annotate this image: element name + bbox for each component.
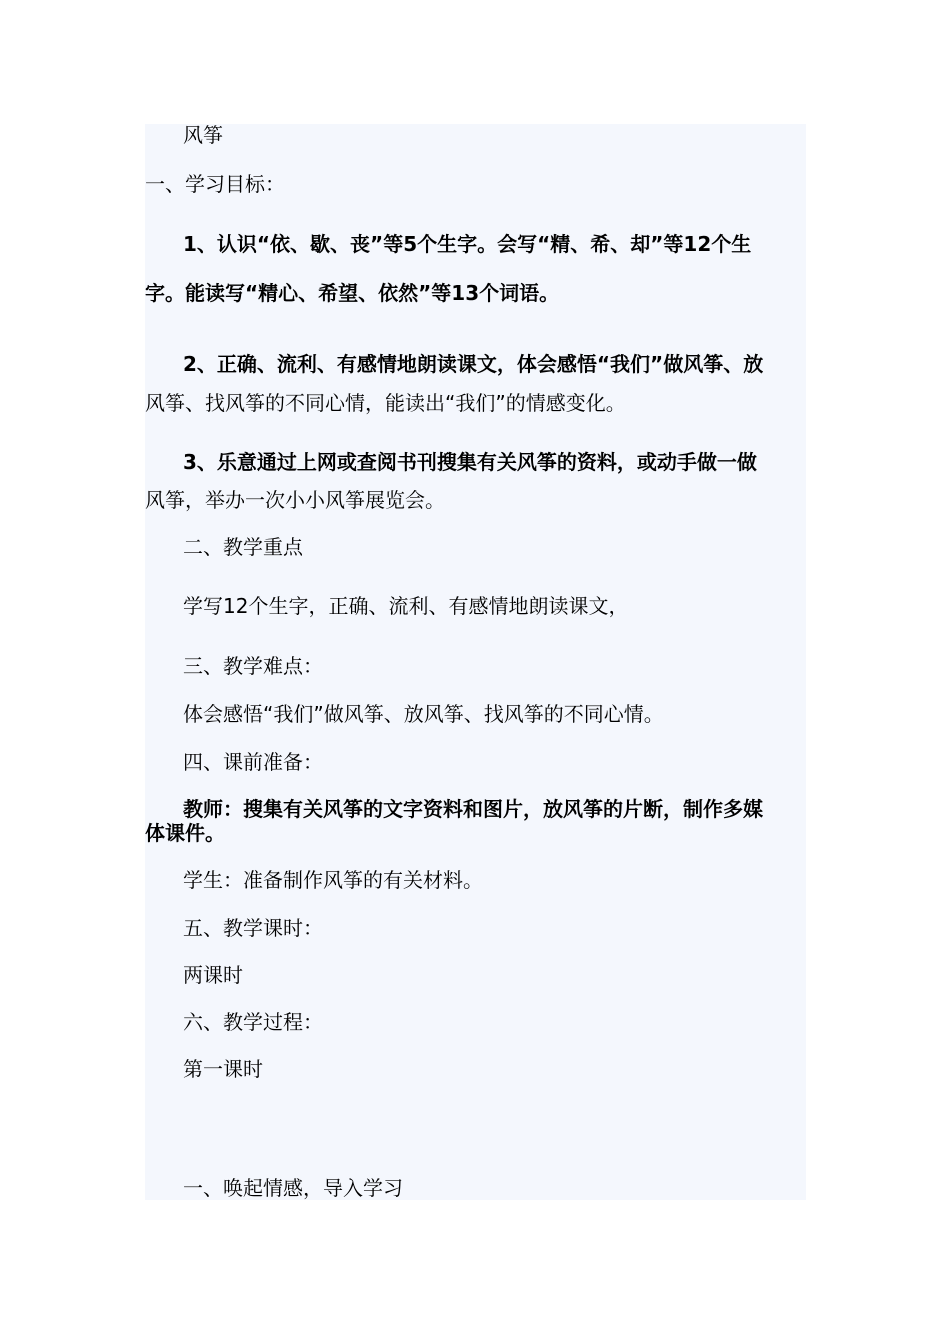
step-1-heading: 一、唤起情感，导入学习	[183, 1176, 403, 1200]
objective-1-line-1: 1、认识“依、歇、丧”等5个生字。会写“精、希、却”等12个生	[183, 232, 752, 256]
objective-2-line-2: 风筝、找风筝的不同心情，能读出“我们”的情感变化。	[145, 391, 626, 415]
difficulties-text: 体会感悟“我们”做风筝、放风筝、找风筝的不同心情。	[183, 702, 664, 726]
teacher-preparation-line-1: 教师：搜集有关风筝的文字资料和图片，放风筝的片断，制作多媒	[183, 797, 763, 821]
section-heading-key-points: 二、教学重点	[183, 535, 303, 559]
key-points-text: 学写12个生字，正确、流利、有感情地朗读课文，	[183, 594, 629, 618]
class-hours-text: 两课时	[183, 963, 243, 987]
student-preparation: 学生：准备制作风筝的有关材料。	[183, 868, 483, 892]
section-heading-objectives: 一、学习目标：	[145, 172, 285, 196]
section-heading-process: 六、教学过程：	[183, 1010, 323, 1034]
objective-3-line-2: 风筝，举办一次小小风筝展览会。	[145, 488, 445, 512]
objective-2-line-1: 2、正确、流利、有感情地朗读课文，体会感悟“我们”做风筝、放	[183, 352, 764, 376]
document-title: 风筝	[183, 123, 223, 147]
objective-3-line-1: 3、乐意通过上网或查阅书刊搜集有关风筝的资料，或动手做一做	[183, 450, 757, 474]
objective-1-line-2: 字。能读写“精心、希望、依然”等13个词语。	[145, 281, 560, 305]
section-heading-difficulties: 三、教学难点：	[183, 654, 323, 678]
section-heading-class-hours: 五、教学课时：	[183, 916, 323, 940]
section-heading-preparation: 四、课前准备：	[183, 750, 323, 774]
teacher-preparation-line-2: 体课件。	[145, 821, 225, 845]
first-lesson-heading: 第一课时	[183, 1057, 263, 1081]
